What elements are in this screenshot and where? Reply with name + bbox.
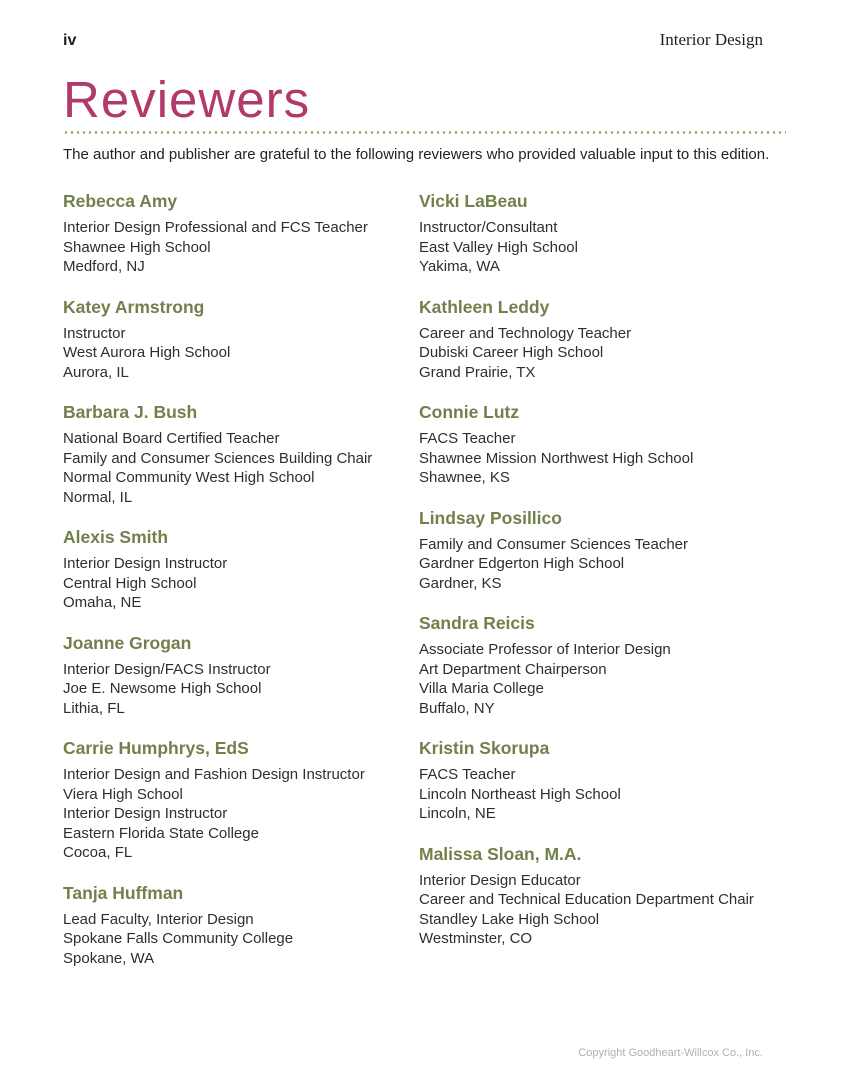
reviewer-entry [63, 402, 419, 507]
reviewer-detail-line: FACS Teacher [419, 430, 516, 447]
reviewer-name: Malissa Sloan, M.A. [419, 843, 582, 864]
reviewer-detail-line: West Aurora High School [63, 344, 231, 361]
reviewer-detail-line: Gardner Edgerton High School [419, 555, 625, 572]
page-number: iv [63, 32, 77, 49]
reviewer-detail-line: Family and Consumer Sciences Teacher [419, 535, 689, 553]
reviewer-detail-line: Lincoln, NE [419, 805, 496, 822]
reviewer-entry [63, 191, 419, 277]
reviewer-entry [419, 191, 786, 277]
reviewer-name: Alexis Smith [63, 527, 169, 547]
reviewer-detail-line: Viera High School [63, 785, 183, 803]
reviewer-entry [63, 297, 419, 383]
reviewer-name: Tanja Huffman [63, 882, 184, 903]
reviewer-name: Lindsay Posillico [419, 507, 562, 528]
reviewer-detail-line: Central High School [63, 574, 197, 592]
reviewer-detail-line: Interior Design Instructor [63, 555, 228, 572]
reviewer-detail-line: Omaha, NE [63, 594, 142, 611]
reviewer-detail-line: Interior Design Instructor [63, 805, 228, 822]
reviewer-name: Barbara J. Bush [63, 402, 198, 422]
reviewer-detail-line: Lithia, FL [63, 699, 125, 717]
reviewer-entry [419, 613, 786, 718]
intro-text: The author and publisher are grateful to the following reviewers who provided valuable input to this edition. [63, 146, 770, 163]
reviewer-detail-line: Normal, IL [63, 488, 133, 506]
reviewer-detail-line: Career and Technical Education Department Chair [419, 891, 754, 908]
reviewer-detail-line: Lead Faculty, Interior Design [63, 910, 254, 928]
reviewer-detail-line: Yakima, WA [419, 258, 500, 275]
reviewer-name: Katey Armstrong [63, 296, 205, 317]
reviewer-detail-line: Spokane, WA [63, 949, 155, 967]
reviewer-entry [419, 844, 786, 949]
reviewer-detail-line: Shawnee High School [63, 238, 211, 256]
reviewer-detail-line: Villa Maria College [419, 680, 544, 697]
reviewer-detail-line: Eastern Florida State College [63, 824, 259, 842]
reviewer-detail-line: Shawnee Mission Northwest High School [419, 449, 694, 467]
reviewers-column-left [63, 191, 419, 988]
reviewer-entry [419, 402, 786, 488]
reviewer-detail-line: Grand Prairie, TX [419, 363, 536, 381]
reviewer-detail-line: FACS Teacher [419, 766, 516, 783]
reviewer-entry [63, 738, 419, 863]
reviewer-entry [63, 883, 419, 969]
page-title: Reviewers [63, 71, 311, 128]
reviewer-detail-line: Standley Lake High School [419, 910, 600, 928]
reviewer-detail-line: Interior Design/FACS Instructor [63, 660, 271, 678]
reviewer-entry [419, 738, 786, 824]
reviewer-detail-line: Aurora, IL [63, 363, 129, 381]
reviewer-detail-line: Cocoa, FL [63, 844, 133, 861]
reviewer-detail-line: Joe E. Newsome High School [63, 680, 262, 697]
reviewer-detail-line: Westminster, CO [419, 930, 533, 947]
reviewer-name: Vicki LaBeau [419, 191, 528, 211]
reviewer-name: Kristin Skorupa [419, 738, 550, 758]
reviewer-detail-line: Spokane Falls Community College [63, 930, 294, 947]
reviewer-name: Joanne Grogan [63, 632, 192, 653]
reviewer-name: Sandra Reicis [419, 613, 535, 633]
reviewer-detail-line: Medford, NJ [63, 258, 145, 275]
reviewer-detail-line: Normal Community West High School [63, 469, 315, 486]
reviewer-name: Connie Lutz [419, 402, 520, 422]
reviewer-entry [419, 508, 786, 594]
reviewer-detail-line: Gardner, KS [419, 574, 502, 592]
reviewer-entry [63, 633, 419, 719]
running-title: Interior Design [659, 30, 763, 49]
reviewer-entry [419, 297, 786, 383]
reviewer-name: Rebecca Amy [63, 191, 178, 211]
reviewer-detail-line: East Valley High School [419, 238, 578, 256]
reviewer-detail-line: Career and Technology Teacher [419, 324, 632, 342]
reviewer-detail-line: Lincoln Northeast High School [419, 785, 621, 803]
dotted-rule [63, 131, 786, 134]
reviewer-detail-line: Instructor [63, 324, 126, 342]
reviewer-detail-line: Interior Design Educator [419, 871, 581, 889]
reviewer-detail-line: Shawnee, KS [419, 469, 510, 486]
reviewer-detail-line: Family and Consumer Sciences Building Chair [63, 449, 373, 467]
reviewer-name: Carrie Humphrys, EdS [63, 738, 249, 758]
reviewer-detail-line: Instructor/Consultant [419, 219, 558, 236]
reviewer-detail-line: Interior Design and Fashion Design Instructor [63, 766, 365, 783]
copyright-notice: Copyright Goodheart-Willcox Co., Inc. [578, 1047, 763, 1059]
reviewer-columns [63, 191, 786, 988]
reviewer-detail-line: National Board Certified Teacher [63, 430, 280, 447]
page-header [63, 30, 763, 50]
reviewer-detail-line: Dubiski Career High School [419, 344, 604, 361]
reviewers-column-right [419, 191, 786, 988]
reviewer-detail-line: Interior Design Professional and FCS Teacher [63, 219, 368, 236]
reviewer-detail-line: Art Department Chairperson [419, 660, 607, 678]
reviewer-detail-line: Associate Professor of Interior Design [419, 641, 671, 658]
reviewer-name: Kathleen Leddy [419, 296, 550, 317]
reviewer-entry [63, 527, 419, 613]
reviewer-detail-line: Buffalo, NY [419, 699, 495, 717]
